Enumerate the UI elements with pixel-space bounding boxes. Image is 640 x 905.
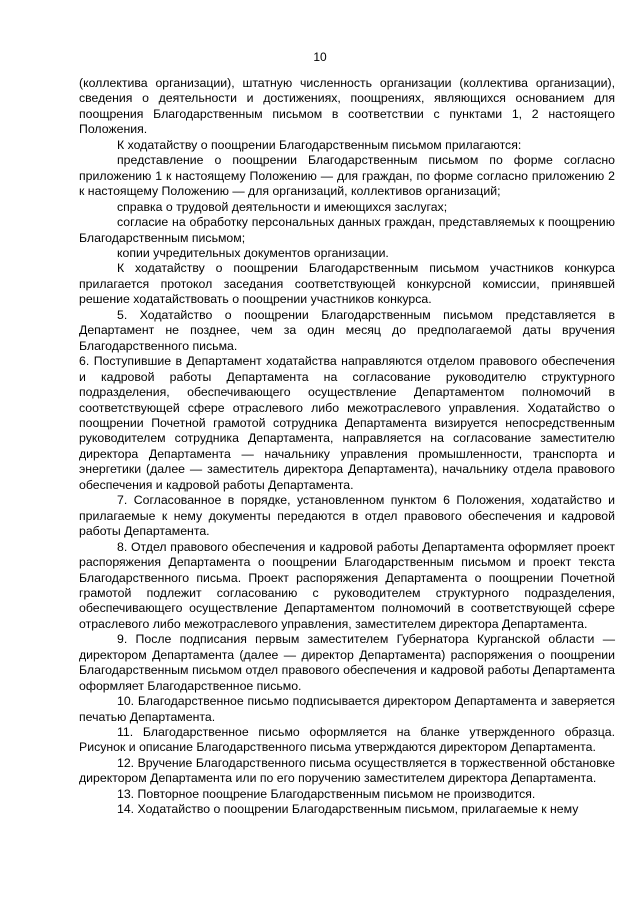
paragraph: копии учредительных документов организации. — [117, 245, 389, 260]
paragraph: 12. Вручение Благодарственного письма осуществляется в торжественной обстановке директором Департамента или по его поручению заместителем директора Департамента. — [79, 755, 615, 786]
paragraph: справка о трудовой деятельности и имеющихся заслугах; — [117, 199, 448, 214]
paragraph: представление о поощрении Благодарственным письмом по форме согласно приложению 1 к настоящему Положению — для граждан, по форме согласно приложению 2 к настоящему Положению — для организаций, коллективов организаций; — [79, 153, 615, 199]
paragraph: 11. Благодарственное письмо оформляется на бланке утвержденного образца. Рисунок и описание Благодарственного письма утверждаются директором Департамента. — [79, 725, 615, 755]
paragraph: (коллектива организации), штатную численность организации (коллектива организации), сведения о деятельности и достижениях, поощрениях, являющихся основанием для поощрения Благодарственным письмом в соответствии с пунктами 1, 2 настоящего Положения. — [79, 76, 615, 137]
paragraph: 13. Повторное поощрение Благодарственным письмом не производится. — [117, 786, 536, 801]
paragraph: 6. Поступившие в Департамент ходатайства направляются отделом правового обеспечения и кадровой работы Департамента на согласование руководителю структурного подразделения, обеспечивающего осуществление Департаментом полномочий в соответствующей сфере отраслевого либо межотраслевого управления. Ходатайство о поощрении Почетной грамотой сотрудника Департамента визируется непосредственным руководителем сотрудника Департамента, направляется на согласование заместителю директора Департамента — начальнику управления промышленности, транспорта и энергетики (далее — заместитель директора Департамента), начальнику отдела правового обеспечения и кадровой работы Департамента. — [79, 354, 615, 492]
paragraph: 5. Ходатайство о поощрении Благодарственным письмом представляется в Департамент не позднее, чем за один месяц до предполагаемой даты вручения Благодарственного письма. — [79, 307, 615, 353]
paragraph: К ходатайству о поощрении Благодарственным письмом прилагаются: — [117, 137, 522, 152]
paragraph: 10. Благодарственное письмо подписывается директором Департамента и заверяется печатью Департамента. — [79, 694, 615, 724]
paragraph: 9. После подписания первым заместителем Губернатора Курганской области — директором Департамента (далее — директор Департамента) распоряжения о поощрении Благодарственным письмом отдел правового обеспечения и кадровой работы Департамента оформляет Благодарственное письмо. — [79, 632, 615, 693]
paragraph: 14. Ходатайство о поощрении Благодарственным письмом, прилагаемые к нему — [117, 802, 579, 817]
paragraph: 7. Согласованное в порядке, установленном пунктом 6 Положения, ходатайство и прилагаемые к нему документы передаются в отдел правового обеспечения и кадровой работы Департамента. — [79, 493, 615, 539]
page-number: 10 — [313, 50, 327, 64]
paragraph: согласие на обработку персональных данных граждан, представляемых к поощрению Благодарственным письмом; — [79, 215, 615, 245]
paragraph: К ходатайству о поощрении Благодарственным письмом участников конкурса прилагается протокол заседания соответствующей конкурсной комиссии, принявшей решение ходатайствовать о поощрении участников конкурса. — [79, 261, 615, 307]
paragraph: 8. Отдел правового обеспечения и кадровой работы Департамента оформляет проект распоряжения Департамента о поощрении Благодарственным письмом и проект текста Благодарственного письма. Проект распоряжения Департамента о поощрении Почетной грамотой подлежит согласованию с руководителем структурного подразделения, обеспечивающего осуществление Департаментом полномочий в соответствующей сфере отраслевого либо межотраслевого управления, заместителем директора Департамента. — [79, 539, 615, 631]
document-body — [79, 76, 615, 818]
